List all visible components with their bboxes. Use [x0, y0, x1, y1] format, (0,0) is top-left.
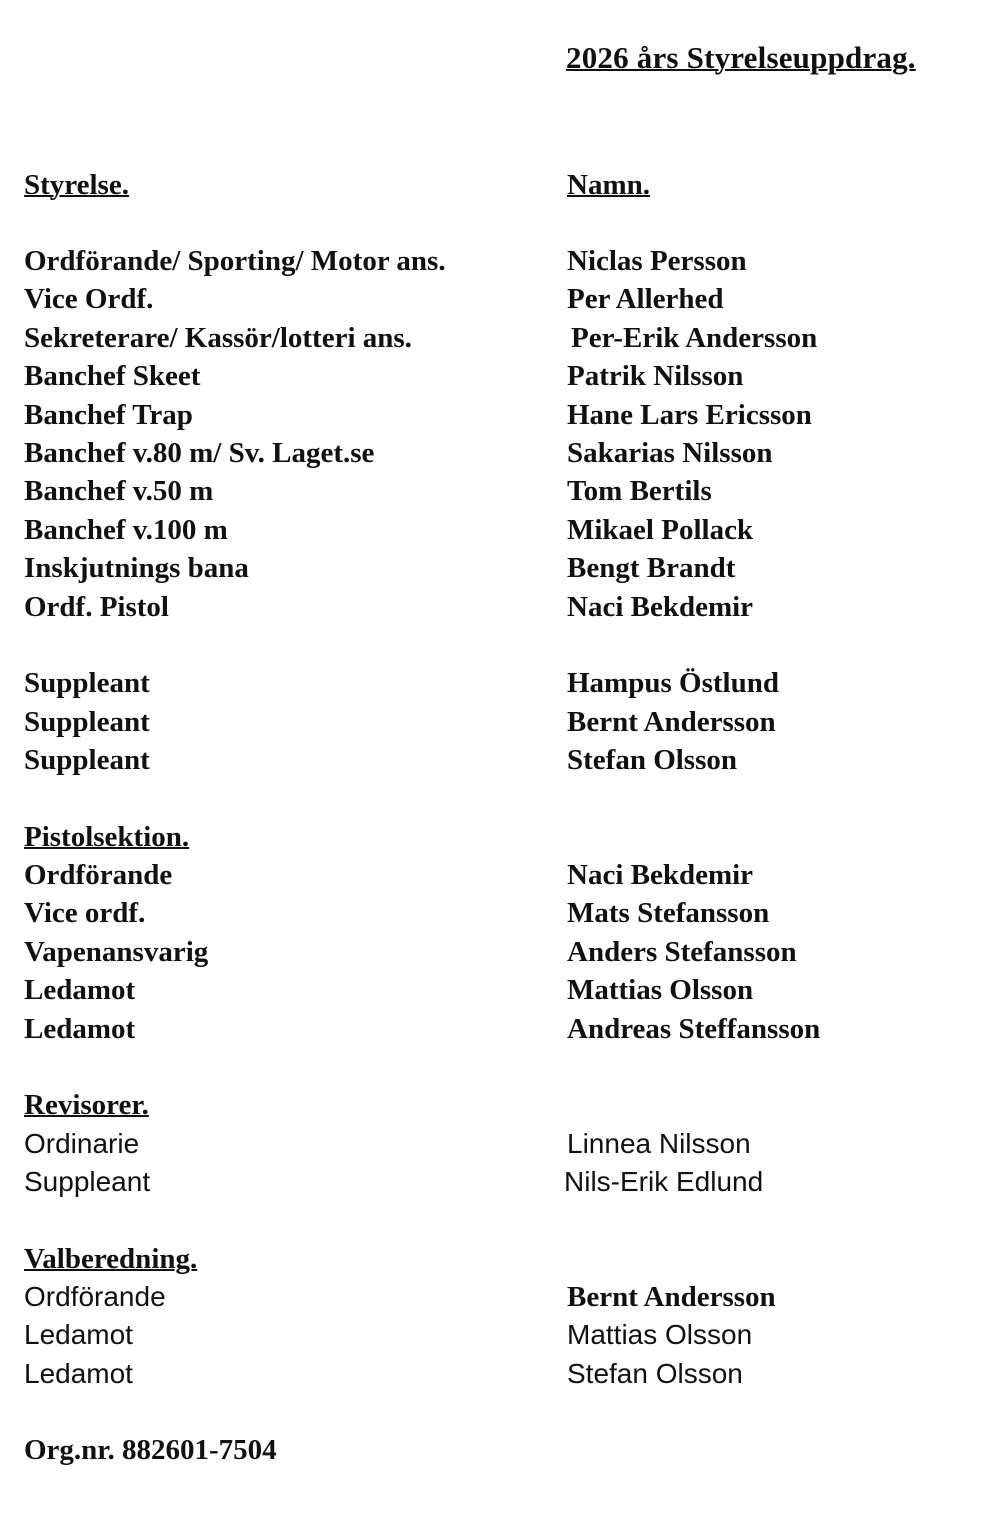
person-name: Patrik Nilsson — [567, 360, 744, 392]
person-name: Per-Erik Andersson — [571, 322, 818, 354]
person-name: Hampus Östlund — [567, 667, 779, 699]
column-headers — [0, 166, 1000, 204]
person-name: Per Allerhed — [567, 283, 724, 315]
person-name: Linnea Nilsson — [567, 1128, 751, 1159]
role-label: Ledamot — [24, 974, 136, 1006]
person-name: Bengt Brandt — [567, 552, 736, 584]
board-row — [0, 511, 1000, 549]
person-name: Naci Bekdemir — [567, 859, 754, 891]
section-heading-pistol — [0, 818, 1000, 856]
substitute-row — [0, 664, 1000, 702]
role-label: Ordförande — [24, 1281, 166, 1312]
role-label: Vice ordf. — [24, 897, 146, 929]
role-label: Banchef v.80 m/ Sv. Laget.se — [24, 437, 375, 469]
role-label: Vice Ordf. — [24, 283, 154, 315]
person-name: Hane Lars Ericsson — [567, 399, 812, 431]
person-name: Tom Bertils — [567, 475, 712, 507]
role-label: Ordinarie — [24, 1128, 140, 1159]
role-label: Suppleant — [24, 1166, 151, 1197]
person-name: Nils-Erik Edlund — [564, 1166, 764, 1197]
role-label: Ledamot — [24, 1358, 133, 1389]
person-name: Anders Stefansson — [567, 936, 797, 968]
role-label: Sekreterare/ Kassör/lotteri ans. — [24, 322, 412, 354]
role-label: Banchef Skeet — [24, 360, 201, 392]
pistol-row — [0, 971, 1000, 1009]
board-row — [0, 472, 1000, 510]
person-name: Naci Bekdemir — [567, 591, 754, 623]
pistol-row — [0, 894, 1000, 932]
auditor-row — [0, 1163, 1000, 1201]
role-label: Ordförande — [24, 859, 173, 891]
person-name: Stefan Olsson — [567, 1358, 743, 1389]
person-name: Sakarias Nilsson — [567, 437, 773, 469]
document-title: 2026 års Styrelseuppdrag. — [566, 40, 916, 75]
substitute-row — [0, 741, 1000, 779]
board-row — [0, 319, 1000, 357]
nomination-row — [0, 1316, 1000, 1354]
nomination-row — [0, 1355, 1000, 1393]
pistol-row — [0, 1010, 1000, 1048]
pistol-row — [0, 856, 1000, 894]
board-row — [0, 357, 1000, 395]
board-row — [0, 242, 1000, 280]
nomination-row — [0, 1278, 1000, 1316]
person-name: Bernt Andersson — [567, 706, 776, 738]
board-row — [0, 396, 1000, 434]
role-label: Suppleant — [24, 744, 150, 776]
role-label: Suppleant — [24, 667, 150, 699]
substitute-row — [0, 703, 1000, 741]
section-heading-board: Styrelse. — [24, 169, 129, 201]
section-heading-nomination — [0, 1240, 1000, 1278]
column-heading-name: Namn. — [567, 169, 650, 201]
pistol-row — [0, 933, 1000, 971]
role-label: Inskjutnings bana — [24, 552, 249, 584]
board-row — [0, 434, 1000, 472]
person-name: Mikael Pollack — [567, 514, 754, 546]
role-label: Ledamot — [24, 1319, 133, 1350]
role-label: Banchef v.100 m — [24, 514, 228, 546]
person-name: Andreas Steffansson — [567, 1013, 821, 1045]
section-heading-label: Revisorer. — [24, 1089, 149, 1121]
person-name: Bernt Andersson — [567, 1281, 776, 1313]
role-label: Ordförande/ Sporting/ Motor ans. — [24, 245, 446, 277]
board-row — [0, 588, 1000, 626]
board-row — [0, 280, 1000, 318]
role-label: Banchef v.50 m — [24, 475, 214, 507]
section-heading-label: Valberedning. — [24, 1243, 198, 1275]
role-label: Banchef Trap — [24, 399, 193, 431]
board-row — [0, 549, 1000, 587]
role-label: Ledamot — [24, 1013, 136, 1045]
organization-number: Org.nr. 882601-7504 — [24, 1434, 277, 1466]
person-name: Mattias Olsson — [567, 974, 754, 1006]
role-label: Ordf. Pistol — [24, 591, 169, 623]
person-name: Mats Stefansson — [567, 897, 770, 929]
section-heading-auditors — [0, 1086, 1000, 1124]
person-name: Mattias Olsson — [567, 1319, 753, 1350]
section-heading-label: Pistolsektion. — [24, 821, 190, 853]
auditor-row — [0, 1125, 1000, 1163]
person-name: Stefan Olsson — [567, 744, 738, 776]
person-name: Niclas Persson — [567, 245, 747, 277]
role-label: Suppleant — [24, 706, 150, 738]
role-label: Vapenansvarig — [24, 936, 209, 968]
